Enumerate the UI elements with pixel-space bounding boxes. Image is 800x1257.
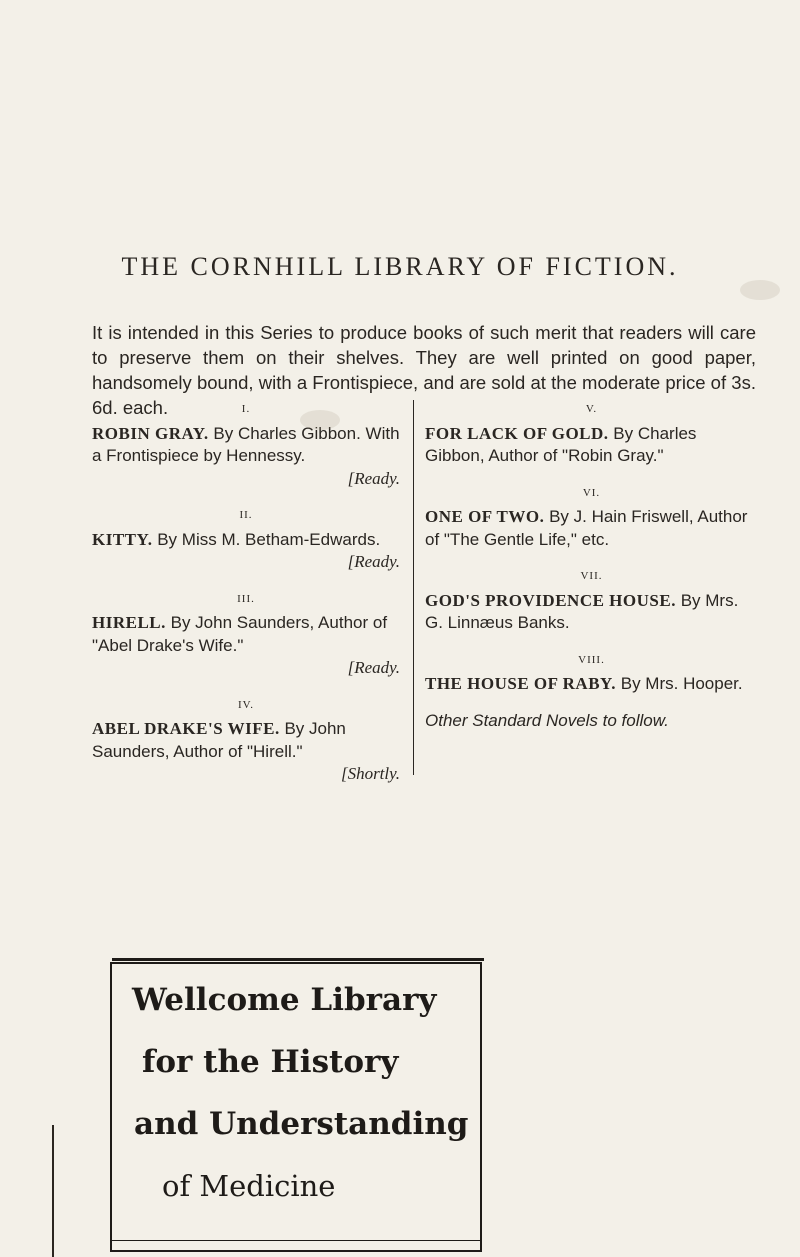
- list-item: [92, 588, 400, 680]
- stamp-top-rule: [112, 958, 484, 965]
- list-item: [92, 694, 400, 786]
- entry-number: III.: [237, 592, 255, 605]
- entry-text: By Mrs. G. Linnæus Banks.: [425, 590, 739, 632]
- entry-text: By Charles Gibbon, Author of "Robin Gray.": [425, 423, 697, 465]
- entry-status: [Ready.: [347, 658, 400, 677]
- entry-text: By John Saunders, Author of "Hirell.": [92, 719, 346, 761]
- stamp-line-1: Wellcome Library: [132, 982, 437, 1018]
- stamp-bottom-rule: [112, 1240, 480, 1241]
- entry-status: [Shortly.: [340, 764, 400, 783]
- entry-title: ONE OF TWO.: [425, 507, 545, 526]
- entry-number: VI.: [582, 486, 601, 499]
- entry-number: VIII.: [578, 653, 605, 666]
- list-item: [425, 398, 758, 468]
- list-item: [425, 482, 758, 552]
- entry-text: By Charles Gibbon. With a Frontispiece by Hennessy.: [92, 423, 400, 465]
- entry-title: FOR LACK OF GOLD.: [425, 423, 609, 443]
- paper-scuff: [740, 280, 780, 300]
- entry-text: By J. Hain Friswell, Author of "The Gentle Life," etc.: [425, 507, 748, 549]
- footer-note: Other Standard Novels to follow.: [425, 710, 669, 730]
- page-title: THE CORNHILL LIBRARY OF FICTION.: [121, 252, 679, 281]
- margin-mark: [52, 1125, 54, 1257]
- entry-status: [Ready.: [347, 552, 400, 571]
- entry-title: KITTY.: [92, 529, 153, 549]
- left-column: [92, 398, 400, 800]
- entry-text: By John Saunders, Author of "Abel Drake's Wife.": [92, 613, 388, 655]
- list-item: [425, 649, 758, 696]
- entry-title: GOD'S PROVIDENCE HOUSE.: [425, 590, 676, 610]
- column-divider: [413, 400, 414, 775]
- entry-title: HIRELL.: [92, 613, 166, 632]
- entry-number: IV.: [238, 698, 254, 711]
- entry-number: I.: [241, 403, 251, 415]
- entry-title: THE HOUSE OF RABY.: [425, 674, 617, 693]
- stamp-line-2: for the History: [142, 1044, 399, 1080]
- right-column: [425, 398, 758, 732]
- entry-title: ABEL DRAKE'S WIFE.: [92, 719, 280, 738]
- entry-status: [Ready.: [347, 468, 400, 488]
- entry-text: By Mrs. Hooper.: [620, 674, 743, 693]
- stamp-line-4: of Medicine: [162, 1169, 336, 1203]
- stamp-line-3: and Understanding: [134, 1106, 469, 1142]
- list-item: [92, 398, 400, 490]
- entry-number: VII.: [580, 570, 603, 582]
- paper-scuff: [300, 410, 340, 430]
- entry-title: ROBIN GRAY.: [92, 423, 209, 443]
- entry-text: By Miss M. Betham-Edwards.: [157, 529, 381, 549]
- entry-number: V.: [585, 403, 598, 415]
- library-stamp: [110, 962, 482, 1252]
- list-item: [92, 504, 400, 574]
- list-item: [425, 565, 758, 635]
- intro-paragraph: It is intended in this Series to produce books of such merit that readers will care to preserve them on their shelves. They are well printed on good paper, handsomely bound, with a Frontispiece, and are sold at the moderate price of 3s. 6d. each.: [92, 322, 756, 418]
- entry-number: II.: [239, 509, 253, 521]
